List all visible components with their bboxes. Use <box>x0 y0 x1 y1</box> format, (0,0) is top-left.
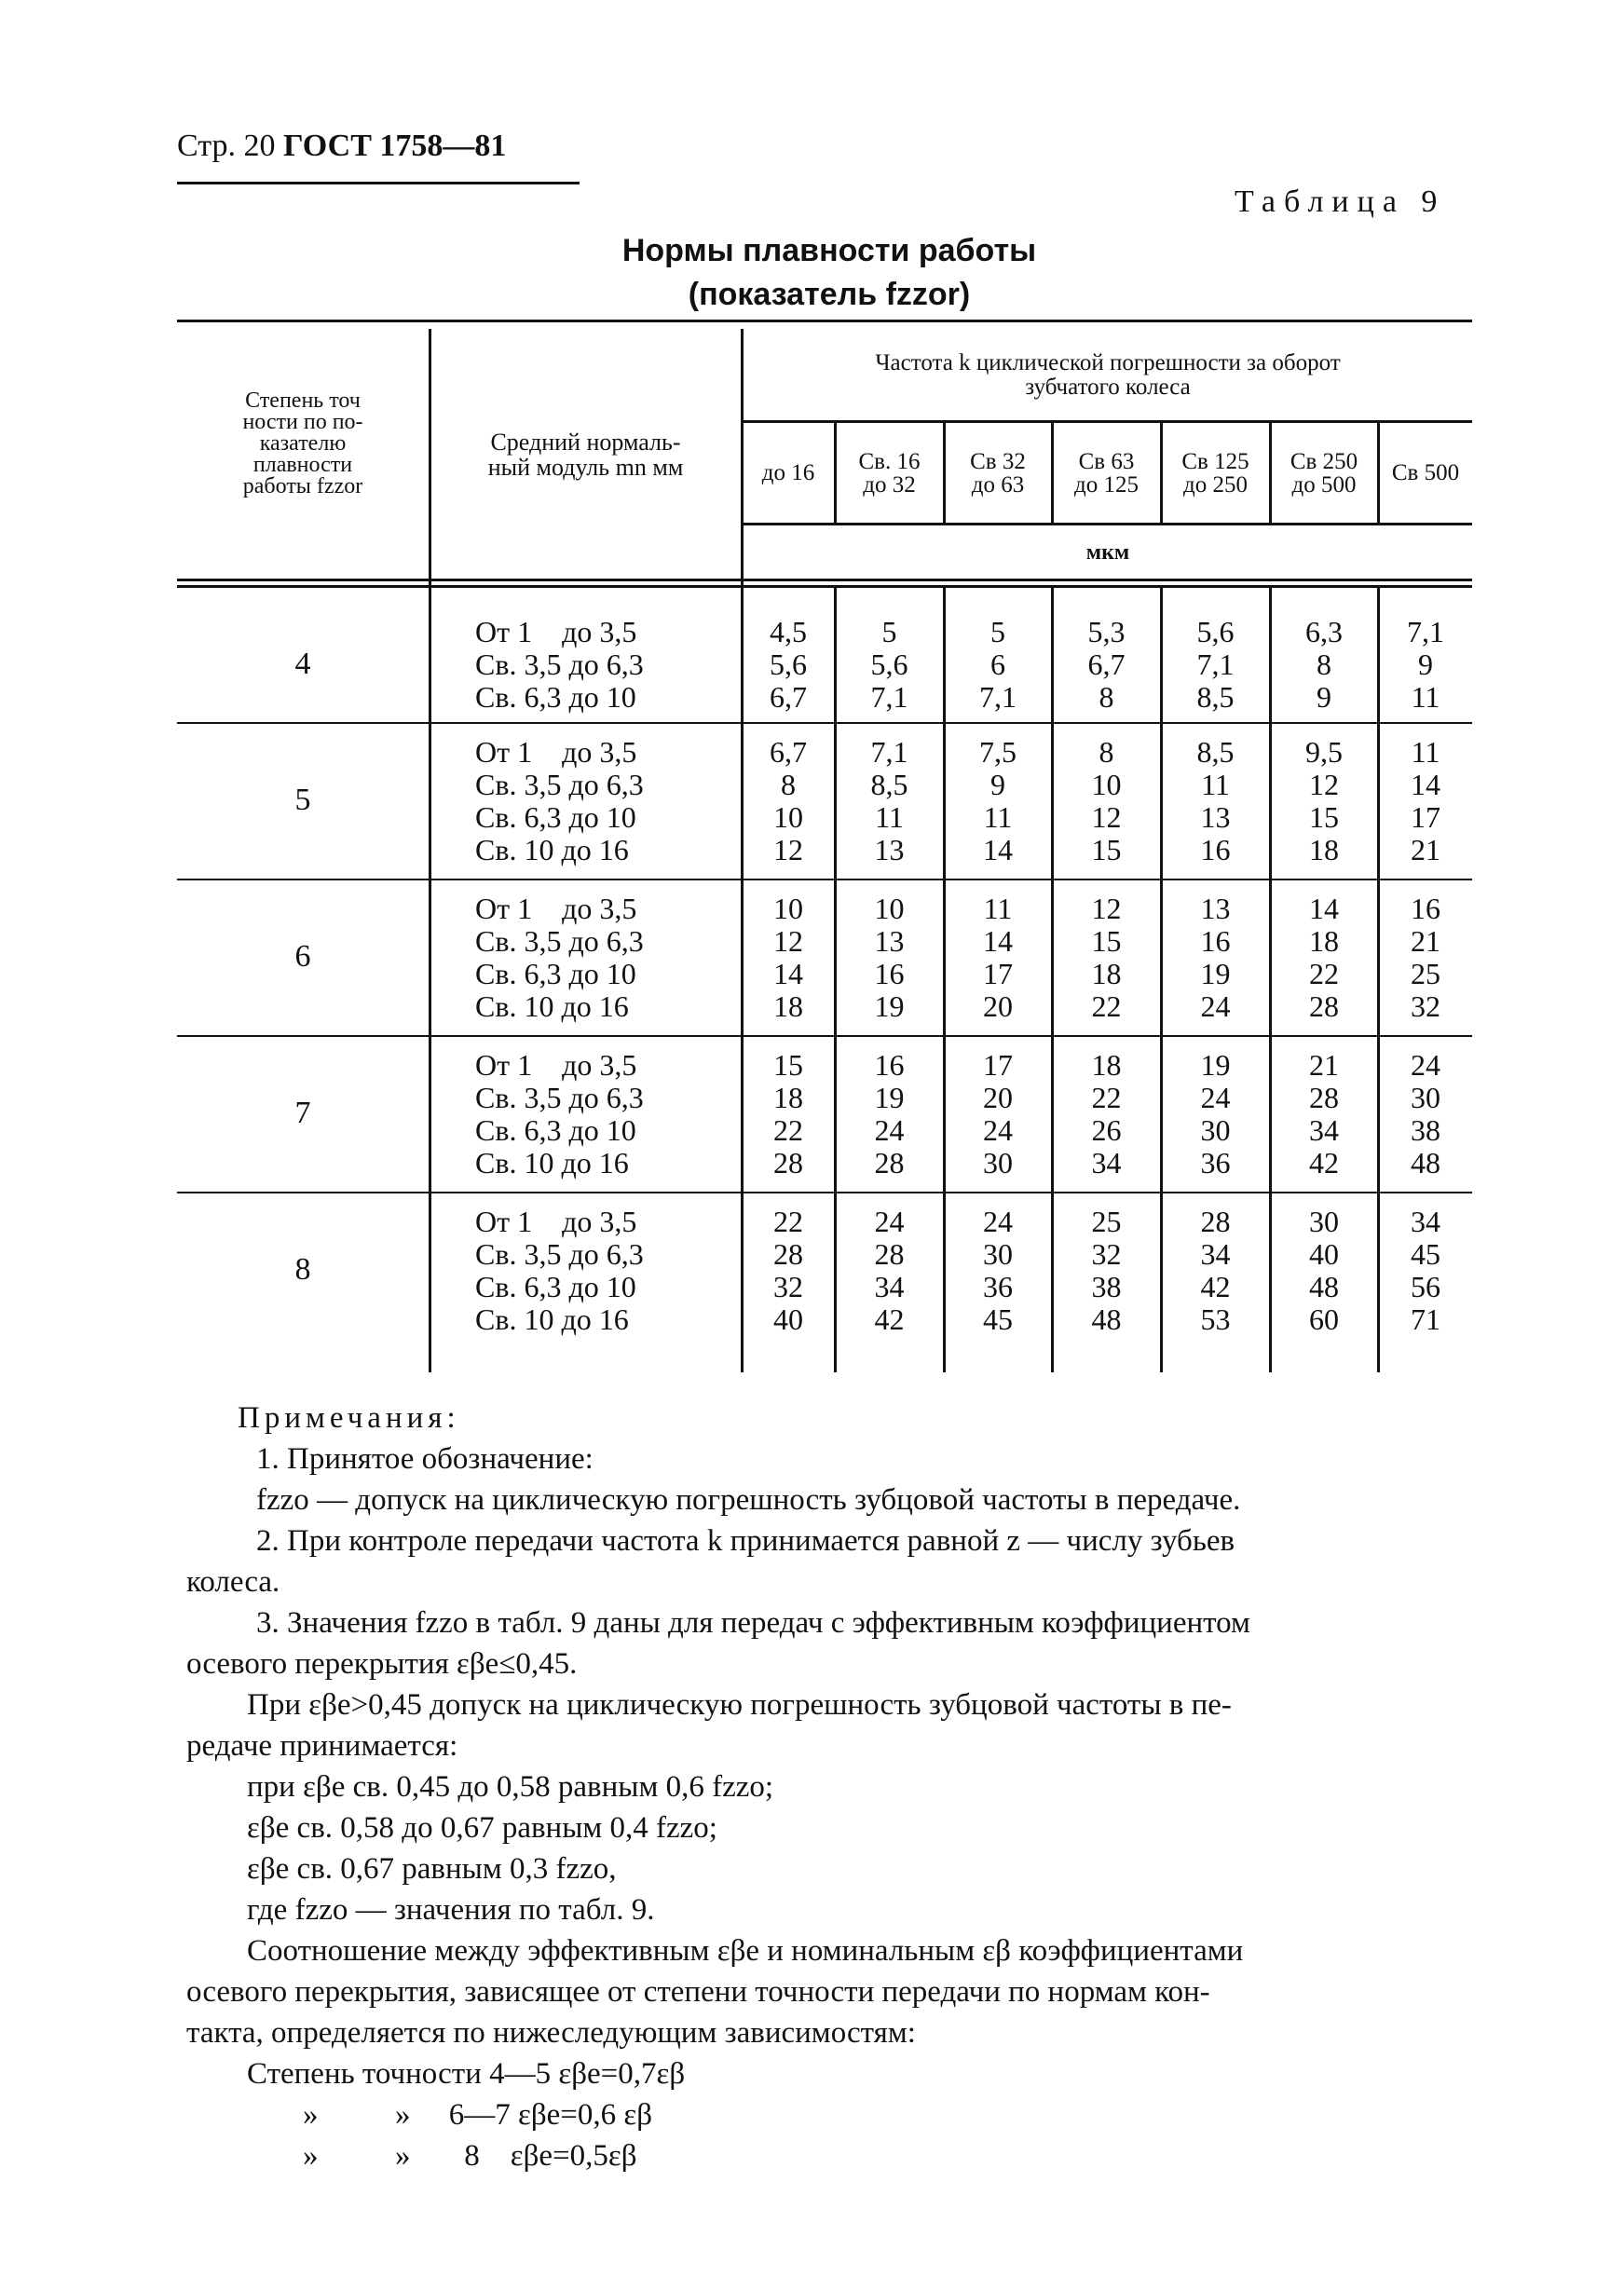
tolerance-value: 12 <box>1091 892 1122 925</box>
tolerance-value: 11 <box>1411 680 1440 714</box>
formula-line: εβе св. 0,67 равным 0,3 fzzo, <box>247 1852 617 1886</box>
precision-table <box>177 320 1472 1372</box>
tolerance-value: 16 <box>874 957 905 990</box>
tolerance-value: 6,7 <box>770 735 807 769</box>
tolerance-value: 30 <box>1411 1081 1440 1114</box>
freq-range-header <box>1162 450 1269 497</box>
note-line: 1. Принятое обозначение: <box>256 1442 594 1476</box>
tolerance-value: 10 <box>773 892 803 925</box>
tolerance-value: 36 <box>1200 1146 1231 1179</box>
tolerance-value: 15 <box>773 1048 803 1082</box>
tolerance-value: 24 <box>874 1113 905 1147</box>
sub-header-line: Св 32 <box>970 449 1026 474</box>
module-range: Св. 6,3 до 10 <box>475 1113 636 1147</box>
tolerance-value: 24 <box>1411 1048 1440 1082</box>
header-line: Частота k циклической погрешности за оборот <box>875 350 1341 375</box>
tolerance-value: 10 <box>1091 768 1122 801</box>
precision-grade: 7 <box>294 1096 311 1130</box>
tolerance-value: 30 <box>1200 1113 1231 1147</box>
tolerance-value: 15 <box>1309 800 1339 834</box>
tolerance-value: 10 <box>773 800 803 834</box>
tolerance-value: 18 <box>1309 833 1339 866</box>
note-line: колеса. <box>186 1565 280 1599</box>
module-range: Св. 10 до 16 <box>475 1302 629 1336</box>
sub-header-line: до 63 <box>971 472 1025 498</box>
unit-rule <box>741 523 1472 525</box>
precision-grade: 8 <box>294 1252 311 1287</box>
module-range: От 1 до 3,5 <box>475 735 637 769</box>
group-rule <box>177 722 1472 724</box>
table-title: Нормы плавности работы <box>621 233 1037 268</box>
formula-line: при εβе св. 0,45 до 0,58 равным 0,6 fzzo; <box>247 1770 774 1804</box>
module-range: Св. 3,5 до 6,3 <box>475 1237 644 1271</box>
tolerance-value: 42 <box>874 1302 905 1336</box>
tolerance-value: 24 <box>1200 1081 1231 1114</box>
tolerance-value: 8,5 <box>1196 680 1235 714</box>
tolerance-value: 34 <box>1200 1237 1231 1271</box>
tolerance-value: 7,1 <box>1407 615 1444 648</box>
tolerance-value: 34 <box>1309 1113 1339 1147</box>
table-subtitle: (показатель fzzor) <box>688 277 971 312</box>
tolerance-value: 28 <box>773 1237 803 1271</box>
tolerance-value: 16 <box>1200 833 1231 866</box>
tolerance-value: 36 <box>983 1270 1013 1303</box>
freq-range-header <box>1379 461 1472 484</box>
module-range: Св. 3,5 до 6,3 <box>475 648 644 681</box>
tolerance-value: 13 <box>874 924 905 958</box>
tolerance-value: 7,1 <box>1196 648 1235 681</box>
tolerance-value: 28 <box>1309 989 1339 1023</box>
tolerance-value: 12 <box>1309 768 1339 801</box>
module-column-header <box>430 429 741 480</box>
tolerance-value: 25 <box>1091 1205 1122 1238</box>
tolerance-value: 19 <box>1200 957 1231 990</box>
freq-header-rule <box>741 420 1472 423</box>
header-line: Степень точ <box>245 389 361 413</box>
tolerance-value: 9,5 <box>1305 735 1343 769</box>
tolerance-value: 13 <box>1200 800 1231 834</box>
tolerance-value: 38 <box>1091 1270 1122 1303</box>
tolerance-value: 12 <box>773 924 803 958</box>
module-range: Св. 6,3 до 10 <box>475 957 636 990</box>
note-line: такта, определяется по нижеследующим зависимостям: <box>186 2016 916 2050</box>
tolerance-value: 32 <box>1411 989 1440 1023</box>
tolerance-value: 45 <box>1411 1237 1440 1271</box>
sub-header-line: до 250 <box>1183 472 1248 498</box>
tolerance-value: 19 <box>874 989 905 1023</box>
table-top-rule <box>177 320 1472 322</box>
tolerance-value: 6,7 <box>770 680 807 714</box>
header-line: Средний нормаль- <box>490 429 681 456</box>
tolerance-value: 22 <box>1091 989 1122 1023</box>
tolerance-value: 30 <box>983 1237 1013 1271</box>
freq-range-header <box>743 461 834 484</box>
tolerance-value: 14 <box>1411 768 1440 801</box>
formula-line: εβе св. 0,58 до 0,67 равным 0,4 fzzo; <box>247 1811 717 1845</box>
freq-range-header <box>945 450 1051 497</box>
tolerance-value: 25 <box>1411 957 1440 990</box>
sub-header-line: Св. 16 <box>858 449 921 474</box>
tolerance-value: 5,6 <box>1196 615 1235 648</box>
tolerance-value: 48 <box>1411 1146 1440 1179</box>
module-range: Св. 3,5 до 6,3 <box>475 1081 644 1114</box>
tolerance-value: 21 <box>1411 833 1440 866</box>
note-line: 2. При контроле передачи частота k принимается равной z — числу зубьев <box>256 1524 1235 1558</box>
tolerance-value: 22 <box>1309 957 1339 990</box>
tolerance-value: 15 <box>1091 924 1122 958</box>
tolerance-value: 9 <box>1418 648 1433 681</box>
module-range: От 1 до 3,5 <box>475 892 637 925</box>
note-line: При εβе>0,45 допуск на циклическую погрешность зубцовой частоты в пе- <box>247 1688 1232 1722</box>
header-line: казателю <box>259 431 347 456</box>
tolerance-value: 18 <box>1309 924 1339 958</box>
tolerance-value: 34 <box>874 1270 905 1303</box>
tolerance-value: 28 <box>874 1237 905 1271</box>
relation-line: » » 6—7 εβе=0,6 εβ <box>303 2098 653 2132</box>
tolerance-value: 32 <box>1091 1237 1122 1271</box>
tolerance-value: 32 <box>773 1270 803 1303</box>
tolerance-value: 5 <box>990 615 1005 648</box>
tolerance-value: 18 <box>1091 1048 1122 1082</box>
header-bottom-rule-2 <box>177 585 1472 588</box>
tolerance-value: 40 <box>773 1302 803 1336</box>
tolerance-value: 8 <box>1099 735 1114 769</box>
tolerance-value: 14 <box>983 924 1013 958</box>
notes <box>186 1398 1477 2176</box>
sub-header-line: Св 250 <box>1290 449 1358 474</box>
tolerance-value: 5,3 <box>1087 615 1126 648</box>
sub-header-line: до 32 <box>863 472 916 498</box>
tolerance-value: 28 <box>874 1146 905 1179</box>
col-rule <box>429 329 431 1372</box>
tolerance-value: 22 <box>773 1113 803 1147</box>
note-line: редаче принимается: <box>186 1729 458 1763</box>
module-range: Св. 10 до 16 <box>475 989 629 1023</box>
tolerance-value: 10 <box>874 892 905 925</box>
page-header <box>177 129 506 164</box>
tolerance-value: 12 <box>773 833 803 866</box>
tolerance-value: 5 <box>881 615 897 648</box>
tolerance-value: 38 <box>1411 1113 1440 1147</box>
tolerance-value: 15 <box>1091 833 1122 866</box>
frequency-column-header <box>744 351 1472 400</box>
precision-grade: 5 <box>294 783 311 817</box>
tolerance-value: 17 <box>983 1048 1013 1082</box>
tolerance-value: 28 <box>773 1146 803 1179</box>
tolerance-value: 24 <box>983 1113 1013 1147</box>
notes-title: Примечания: <box>238 1401 460 1435</box>
precision-grade: 6 <box>294 939 311 974</box>
tolerance-value: 19 <box>874 1081 905 1114</box>
tolerance-value: 5,6 <box>870 648 908 681</box>
tolerance-value: 14 <box>1309 892 1339 925</box>
module-range: Св. 6,3 до 10 <box>475 680 636 714</box>
table-label: Таблица 9 <box>1235 184 1446 219</box>
sub-header-line: Св 125 <box>1181 449 1249 474</box>
page-number: Стр. 20 <box>177 129 276 163</box>
group-rule <box>177 1192 1472 1193</box>
tolerance-value: 13 <box>874 833 905 866</box>
tolerance-value: 7,1 <box>870 735 908 769</box>
module-range: От 1 до 3,5 <box>475 615 637 648</box>
tolerance-value: 48 <box>1309 1270 1339 1303</box>
tolerance-value: 20 <box>983 989 1013 1023</box>
sub-header-line: до 125 <box>1074 472 1139 498</box>
tolerance-value: 5,6 <box>770 648 807 681</box>
tolerance-value: 30 <box>983 1146 1013 1179</box>
module-range: Св. 10 до 16 <box>475 833 629 866</box>
tolerance-value: 42 <box>1200 1270 1231 1303</box>
tolerance-value: 8,5 <box>1196 735 1235 769</box>
tolerance-value: 8 <box>781 768 796 801</box>
note-line: осевого перекрытия εβе≤0,45. <box>186 1647 578 1681</box>
formula-line: где fzzo — значения по табл. 9. <box>247 1893 655 1927</box>
tolerance-value: 14 <box>983 833 1013 866</box>
tolerance-value: 11 <box>983 892 1013 925</box>
tolerance-value: 48 <box>1091 1302 1122 1336</box>
tolerance-value: 11 <box>1411 735 1440 769</box>
tolerance-value: 18 <box>773 989 803 1023</box>
group-rule <box>177 879 1472 880</box>
tolerance-value: 9 <box>990 768 1005 801</box>
relation-line: Степень точности 4—5 εβе=0,7εβ <box>247 2057 686 2091</box>
tolerance-value: 18 <box>1091 957 1122 990</box>
header-line: зубчатого колеса <box>1025 375 1191 400</box>
tolerance-value: 16 <box>874 1048 905 1082</box>
tolerance-value: 11 <box>983 800 1013 834</box>
module-range: Св. 3,5 до 6,3 <box>475 924 644 958</box>
tolerance-value: 13 <box>1200 892 1231 925</box>
tolerance-value: 40 <box>1309 1237 1339 1271</box>
tolerance-value: 8,5 <box>870 768 908 801</box>
header-line: плавности <box>252 453 353 477</box>
tolerance-value: 6 <box>990 648 1005 681</box>
tolerance-value: 17 <box>983 957 1013 990</box>
module-range: Св. 6,3 до 10 <box>475 1270 636 1303</box>
tolerance-value: 24 <box>1200 989 1231 1023</box>
tolerance-value: 11 <box>875 800 904 834</box>
tolerance-value: 6,3 <box>1305 615 1343 648</box>
standard-code: ГОСТ 1758—81 <box>283 129 507 163</box>
tolerance-value: 7,5 <box>979 735 1017 769</box>
tolerance-value: 53 <box>1200 1302 1231 1336</box>
module-range: Св. 6,3 до 10 <box>475 800 636 834</box>
tolerance-value: 42 <box>1309 1146 1339 1179</box>
tolerance-value: 26 <box>1091 1113 1122 1147</box>
unit-label: мкм <box>1085 540 1130 565</box>
tolerance-value: 21 <box>1411 924 1440 958</box>
note-line: 3. Значения fzzo в табл. 9 даны для передач с эффективным коэффициентом <box>256 1606 1250 1640</box>
header-bottom-rule <box>177 579 1472 581</box>
header-line: ности по по- <box>242 410 363 434</box>
freq-range-header <box>836 450 943 497</box>
sub-header-line: Св 500 <box>1391 460 1460 485</box>
module-range: Св. 10 до 16 <box>475 1146 629 1179</box>
tolerance-value: 28 <box>1309 1081 1339 1114</box>
tolerance-value: 34 <box>1091 1146 1122 1179</box>
tolerance-value: 21 <box>1309 1048 1339 1082</box>
grade-column-header <box>177 390 429 498</box>
module-range: Св. 3,5 до 6,3 <box>475 768 644 801</box>
tolerance-value: 22 <box>1091 1081 1122 1114</box>
header-line: работы fzzor <box>242 474 363 498</box>
note-line: осевого перекрытия, зависящее от степени точности передачи по нормам кон- <box>186 1975 1210 2009</box>
tolerance-value: 71 <box>1411 1302 1440 1336</box>
group-rule <box>177 1035 1472 1037</box>
tolerance-value: 7,1 <box>979 680 1017 714</box>
sub-header-line: Св 63 <box>1078 449 1135 474</box>
module-range: От 1 до 3,5 <box>475 1048 637 1082</box>
header-line: ный модуль mn мм <box>487 454 684 481</box>
tolerance-value: 4,5 <box>770 615 807 648</box>
relation-line: » » 8 εβе=0,5εβ <box>303 2139 637 2173</box>
tolerance-value: 22 <box>773 1205 803 1238</box>
tolerance-value: 60 <box>1309 1302 1339 1336</box>
tolerance-value: 24 <box>874 1205 905 1238</box>
tolerance-value: 19 <box>1200 1048 1231 1082</box>
tolerance-value: 11 <box>1201 768 1230 801</box>
tolerance-value: 8 <box>1317 648 1331 681</box>
note-line: fzzo — допуск на циклическую погрешность зубцовой частоты в передаче. <box>256 1483 1241 1517</box>
tolerance-value: 30 <box>1309 1205 1339 1238</box>
freq-range-header <box>1053 450 1160 497</box>
tolerance-value: 34 <box>1411 1205 1440 1238</box>
header-rule <box>177 182 580 184</box>
tolerance-value: 7,1 <box>870 680 908 714</box>
tolerance-value: 18 <box>773 1081 803 1114</box>
tolerance-value: 14 <box>773 957 803 990</box>
freq-range-header <box>1271 450 1377 497</box>
note-line: Соотношение между эффективным εβе и номинальным εβ коэффициентами <box>247 1934 1244 1968</box>
tolerance-value: 24 <box>983 1205 1013 1238</box>
module-range: От 1 до 3,5 <box>475 1205 637 1238</box>
tolerance-value: 9 <box>1317 680 1331 714</box>
precision-grade: 4 <box>294 646 311 681</box>
tolerance-value: 8 <box>1099 680 1114 714</box>
tolerance-value: 56 <box>1411 1270 1440 1303</box>
sub-header-line: до 16 <box>761 460 815 485</box>
tolerance-value: 16 <box>1411 892 1440 925</box>
tolerance-value: 28 <box>1200 1205 1231 1238</box>
tolerance-value: 17 <box>1411 800 1440 834</box>
sub-header-line: до 500 <box>1291 472 1357 498</box>
tolerance-value: 45 <box>983 1302 1013 1336</box>
tolerance-value: 20 <box>983 1081 1013 1114</box>
tolerance-value: 6,7 <box>1087 648 1126 681</box>
tolerance-value: 16 <box>1200 924 1231 958</box>
tolerance-value: 12 <box>1091 800 1122 834</box>
